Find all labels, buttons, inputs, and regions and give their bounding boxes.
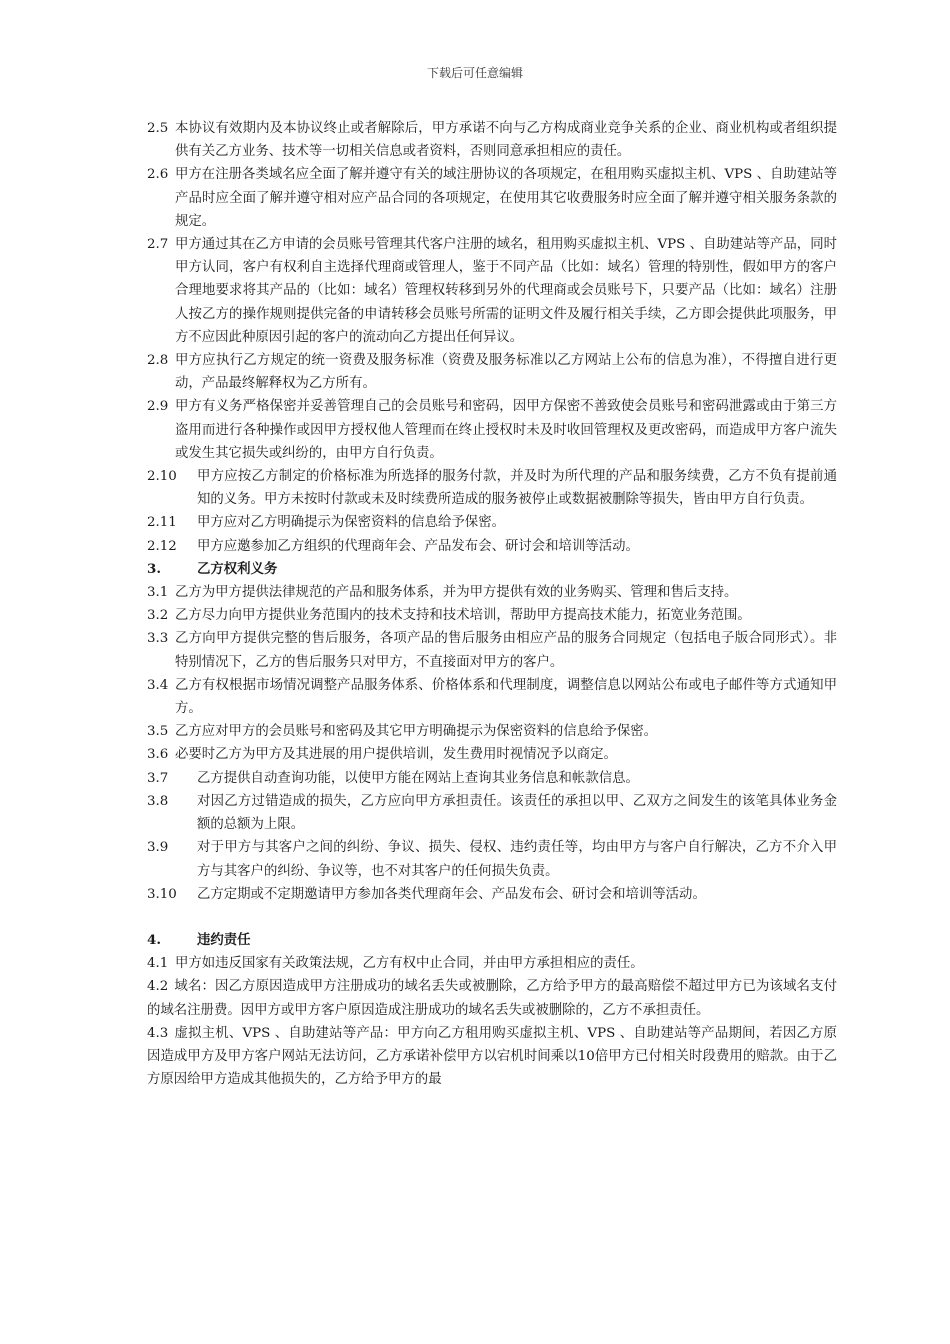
clause-2-10 (147, 465, 837, 511)
clause-number: 2.6 (147, 167, 169, 183)
clause-text: 乙方应对甲方的会员账号和密码及其它甲方明确提示为保密资料的信息给予保密。 (175, 724, 658, 740)
clause-2-12 (147, 535, 837, 558)
section-number: 4. (147, 931, 161, 948)
clause-number: 2.11 (147, 515, 177, 531)
clause-text: 虚拟主机、VPS 、自助建站等产品：甲方向乙方租用购买虚拟主机、VPS 、自助建站等产品期间，若因乙方原因造成甲方及甲方客户网站无法访问，乙方承诺补偿甲方以宕机时间乘以10倍甲方已付相关时段费用的赔款。由于乙方原因给甲方造成其他损失的，乙方给予甲方的最 (147, 1025, 837, 1088)
clause-text: 本协议有效期内及本协议终止或者解除后，甲方承诺不向与乙方构成商业竞争关系的企业、商业机构或者组织提供有关乙方业务、技术等一切相关信息或者资料，否则同意承担相应的责任。 (175, 121, 837, 160)
clause-text: 甲方通过其在乙方申请的会员账号管理其代客户注册的域名，租用购买虚拟主机、VPS 、自助建站等产品，同时甲方认同，客户有权利自主选择代理商或管理人，鉴于不同产品（比如：域名）管理的特别性，假如甲方的客户合理地要求将其产品的（比如：域名）管理权转移到另外的代理商或会员账号下，只要产品（比如：域名）注册人按乙方的操作规则提供完备的申请转移会员账号所需的证明文件及履行相关手续，乙方即会提供此项服务，甲方不应因此种原因引起的客户的流动向乙方提出任何异议。 (175, 237, 837, 345)
clause-number: 2.12 (147, 538, 177, 554)
section-spacer (147, 906, 837, 929)
clause-2-7 (147, 233, 837, 349)
clause-text: 甲方在注册各类域名应全面了解并遵守有关的域注册协议的各项规定，在租用购买虚拟主机、VPS 、自助建站等产品时应全面了解并遵守相对应产品合同的各项规定，在使用其它收费服务时应全面了解并遵守相关服务条款的规定。 (175, 167, 837, 229)
clause-3-8 (147, 790, 837, 836)
clause-number: 4.2 (147, 979, 169, 995)
clause-2-9 (147, 395, 837, 465)
clause-text: 对于甲方与其客户之间的纠纷、争议、损失、侵权、违约责任等，均由甲方与客户自行解决，乙方不介入甲方与其客户的纠纷、争议等，也不对其客户的任何损失负责。 (197, 840, 837, 879)
clause-number: 2.8 (147, 353, 169, 369)
clause-text: 乙方有权根据市场情况调整产品服务体系、价格体系和代理制度，调整信息以网站公布或电子邮件等方式通知甲方。 (175, 677, 837, 717)
clause-number: 4.1 (147, 956, 169, 972)
clause-number: 3.9 (147, 840, 169, 856)
document-body (147, 117, 837, 1091)
clause-number: 3.7 (147, 770, 169, 786)
section-heading-3 (147, 558, 837, 581)
clause-text: 必要时乙方为甲方及其进展的用户提供培训，发生费用时视情况予以商定。 (175, 747, 617, 763)
section-number: 3. (147, 560, 161, 577)
clause-number: 3.10 (147, 886, 177, 902)
clause-2-5 (147, 117, 837, 163)
clause-3-10 (147, 883, 837, 906)
clause-number: 3.3 (147, 631, 169, 647)
clause-number: 3.2 (147, 608, 169, 624)
clause-text: 乙方为甲方提供法律规范的产品和服务体系，并为甲方提供有效的业务购买、管理和售后支持。 (175, 585, 738, 601)
clause-number: 2.7 (147, 237, 169, 253)
clause-3-6 (147, 743, 837, 766)
section-title: 乙方权利义务 (197, 560, 278, 577)
clause-text-block (147, 1022, 837, 1092)
clause-text: 乙方向甲方提供完整的售后服务，各项产品的售后服务由相应产品的服务合同规定（包括电子版合同形式）。非特别情况下，乙方的售后服务只对甲方，不直接面对甲方的客户。 (175, 631, 837, 670)
clause-2-11 (147, 511, 837, 534)
clause-text: 对因乙方过错造成的损失，乙方应向甲方承担责任。该责任的承担以甲、乙双方之间发生的该笔具体业务金额的总额为上限。 (197, 793, 837, 833)
clause-text: 乙方尽力向甲方提供业务范围内的技术支持和技术培训，帮助甲方提高技术能力，拓宽业务范围。 (175, 608, 751, 624)
clause-4-2 (147, 975, 837, 1021)
clause-text: 甲方应按乙方制定的价格标准为所选择的服务付款，并及时为所代理的产品和服务续费，乙方不负有提前通知的义务。甲方未按时付款或未及时续费所造成的服务被停止或数据被删除等损失，皆由甲方自行负责。 (197, 469, 837, 508)
clause-number: 2.10 (147, 469, 177, 485)
page-header-note: 下载后可任意编辑 (426, 66, 523, 80)
clause-text: 乙方提供自动查询功能，以使甲方能在网站上查询其业务信息和帐款信息。 (197, 770, 639, 786)
clause-number: 3.8 (147, 793, 169, 809)
clause-2-8 (147, 349, 837, 395)
clause-number: 4.3 (147, 1025, 169, 1041)
clause-2-6 (147, 163, 837, 233)
clause-number: 3.5 (147, 724, 169, 740)
clause-text: 甲方如违反国家有关政策法规，乙方有权中止合同，并由甲方承担相应的责任。 (175, 956, 644, 972)
clause-text: 甲方应对乙方明确提示为保密资料的信息给予保密。 (197, 515, 505, 531)
section-title: 违约责任 (197, 931, 251, 948)
clause-number: 2.9 (147, 399, 169, 415)
clause-3-4 (147, 674, 837, 720)
clause-text: 域名：因乙方原因造成甲方注册成功的域名丢失或被删除，乙方给予甲方的最高赔偿不超过甲方已为该域名支付的域名注册费。因甲方或甲方客户原因造成注册成功的域名丢失或被删除的，乙方不承担责任。 (147, 979, 837, 1018)
clause-text-block (147, 975, 837, 1021)
clause-3-9 (147, 836, 837, 882)
clause-3-5 (147, 720, 837, 743)
clause-number: 3.6 (147, 747, 169, 763)
clause-4-3 (147, 1022, 837, 1092)
clause-text: 甲方应执行乙方规定的统一资费及服务标准（资费及服务标准以乙方网站上公布的信息为准），不得擅自进行更动，产品最终解释权为乙方所有。 (175, 353, 837, 392)
clause-number: 2.5 (147, 121, 169, 136)
clause-3-1 (147, 581, 837, 604)
clause-number: 3.4 (147, 677, 169, 693)
clause-text: 甲方应邀参加乙方组织的代理商年会、产品发布会、研讨会和培训等活动。 (197, 538, 639, 554)
clause-3-3 (147, 627, 837, 673)
clause-3-2 (147, 604, 837, 627)
clause-4-1 (147, 952, 837, 975)
clause-3-7 (147, 767, 837, 790)
clause-number: 3.1 (147, 585, 169, 601)
clause-text: 乙方定期或不定期邀请甲方参加各类代理商年会、产品发布会、研讨会和培训等活动。 (197, 886, 706, 902)
clause-text: 甲方有义务严格保密并妥善管理自己的会员账号和密码，因甲方保密不善致使会员账号和密码泄露或由于第三方盗用而进行各种操作或因甲方授权他人管理而在终止授权时未及时收回管理权及更改密码，而造成甲方客户流失或发生其它损失或纠纷的，由甲方自行负责。 (175, 399, 837, 461)
section-heading-4 (147, 929, 837, 952)
